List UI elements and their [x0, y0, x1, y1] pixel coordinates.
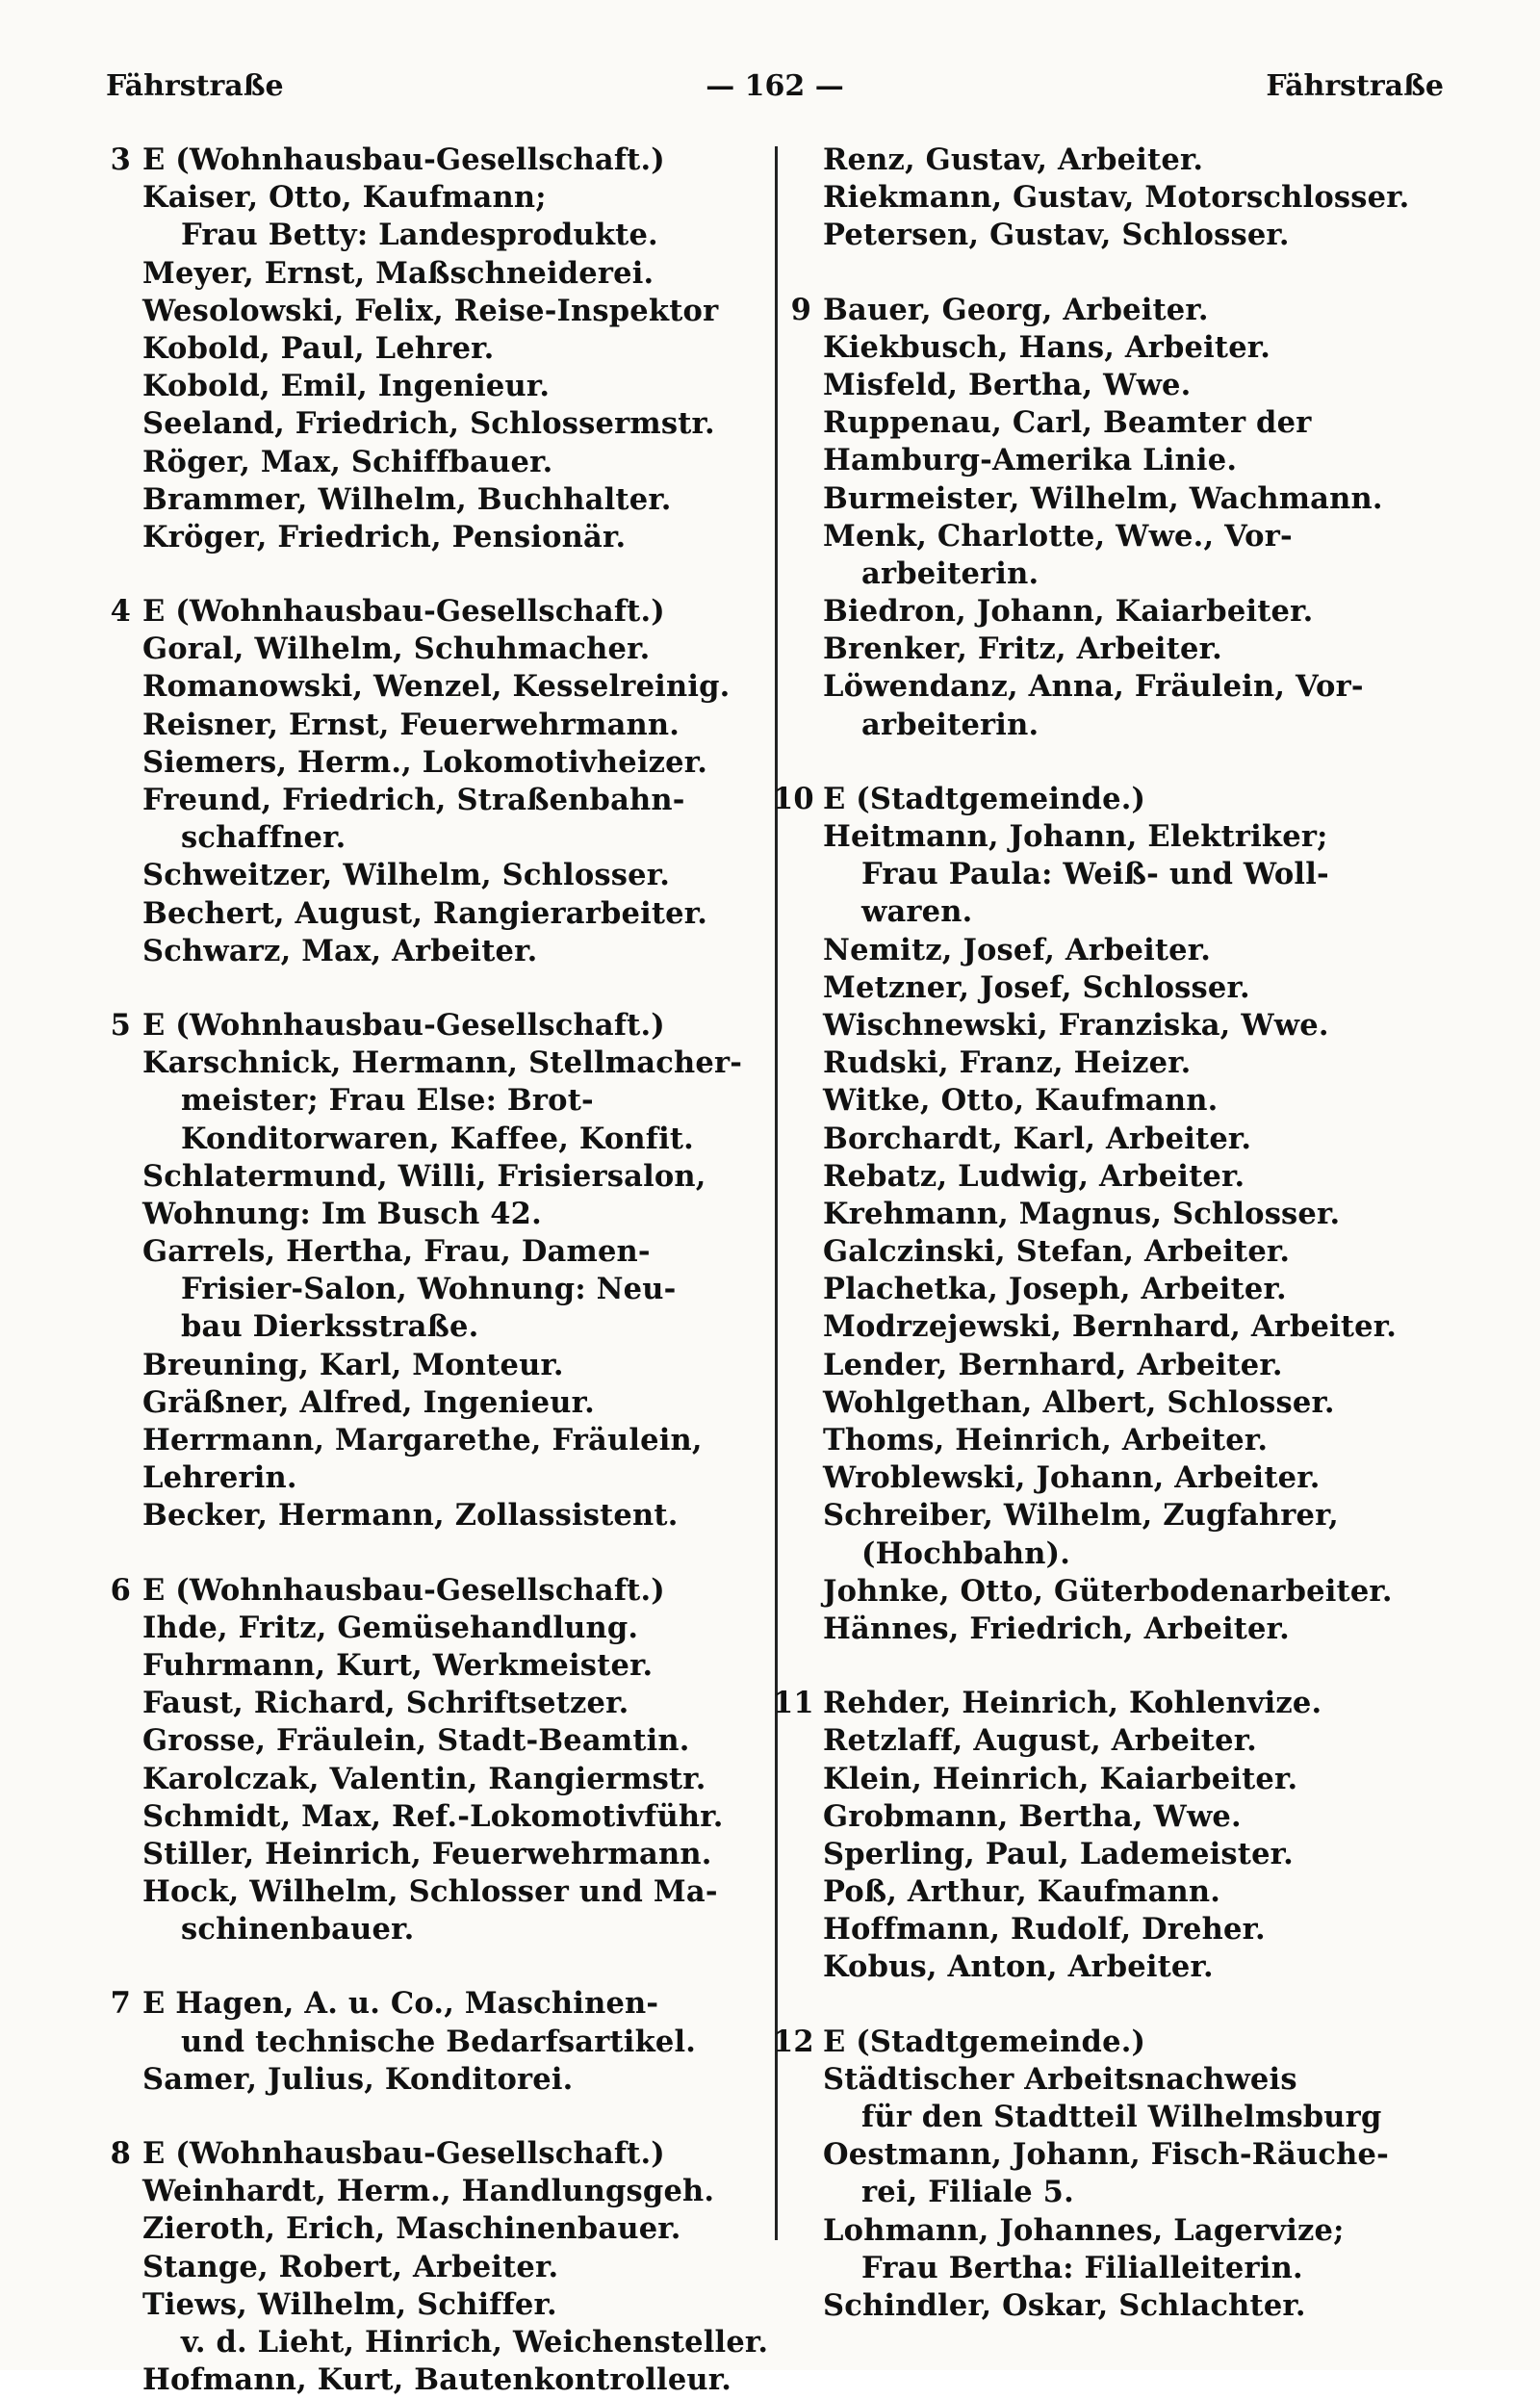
resident-line	[823, 2174, 1516, 2211]
entry-text: Grosse, Fräulein, Stadt-Beamtin.	[142, 1723, 690, 1759]
resident-line	[823, 480, 1477, 518]
entry-text: Rehder, Heinrich, Kohlenvize.	[823, 1686, 1322, 1721]
entry-text: Wohlgethan, Albert, Schlosser.	[823, 1384, 1335, 1420]
entry-text: Löwendanz, Anna, Fräulein, Vor-	[823, 669, 1364, 705]
entry-text: Petersen, Gustav, Schlosser.	[823, 218, 1290, 253]
entry-text: Thoms, Heinrich, Arbeiter.	[823, 1423, 1269, 1457]
entry-text: schinenbauer.	[181, 1912, 415, 1948]
resident-line	[142, 782, 773, 819]
entry-text: Hofmann, Kurt, Bautenkontrolleur.	[142, 2362, 732, 2398]
house-number: 9	[790, 292, 811, 327]
house-number: 8	[110, 2136, 131, 2171]
entry-text: Breuning, Karl, Monteur.	[142, 1347, 564, 1382]
entry-text: Rudski, Franz, Heizer.	[823, 1045, 1192, 1081]
house-number: 11	[773, 1686, 814, 1721]
entry-text: E Hagen, A. u. Co., Maschinen-	[142, 1986, 659, 2022]
resident-line	[823, 1158, 1477, 1196]
house-entry	[110, 1985, 773, 2099]
resident-line	[823, 969, 1477, 1007]
resident-line	[142, 1422, 773, 1459]
entry-text: E (Stadtgemeinde.)	[823, 2024, 1146, 2059]
resident-line	[823, 1873, 1477, 1911]
entry-text: Modrzejewski, Bernhard, Arbeiter.	[823, 1309, 1398, 1345]
entry-text: Schwarz, Max, Arbeiter.	[142, 933, 538, 968]
house-entry	[823, 142, 1477, 255]
resident-line	[823, 1459, 1477, 1497]
resident-line	[142, 330, 773, 368]
page-number: — 162 —	[706, 69, 844, 103]
entry-text: Frau Betty: Landesprodukte.	[181, 218, 658, 253]
entry-text: Lender, Bernhard, Arbeiter.	[823, 1347, 1283, 1382]
entry-text: Bechert, August, Rangierarbeiter.	[142, 895, 708, 931]
resident-line	[142, 368, 773, 405]
house-number: 5	[110, 1007, 131, 1043]
house-number: 10	[773, 781, 814, 816]
house-number: 12	[773, 2024, 814, 2059]
entry-text: Wohnung: Im Busch 42.	[142, 1196, 542, 1231]
entry-text: Schweitzer, Wilhelm, Schlosser.	[142, 858, 671, 893]
resident-line	[142, 1647, 773, 1685]
resident-line	[142, 405, 773, 443]
right-column	[773, 142, 1477, 2325]
entry-text: Romanowski, Wenzel, Kesselreinig.	[142, 669, 731, 705]
entry-text: Biedron, Johann, Kaiarbeiter.	[823, 594, 1314, 630]
resident-line	[142, 857, 773, 894]
entry-text: Hock, Wilhelm, Schlosser und Ma-	[142, 1874, 718, 1910]
entry-text: (Hochbahn).	[861, 1535, 1071, 1571]
entry-text: Rebatz, Ludwig, Arbeiter.	[823, 1158, 1245, 1194]
resident-line	[823, 1082, 1477, 1120]
entry-text: Nemitz, Josef, Arbeiter.	[823, 932, 1212, 967]
resident-line	[142, 1610, 773, 1647]
resident-line	[823, 2212, 1477, 2250]
resident-line	[823, 1611, 1477, 1648]
house-heading-line	[110, 142, 773, 179]
resident-line	[823, 404, 1477, 442]
entry-text: Ruppenau, Carl, Beamter der	[823, 405, 1312, 441]
house-entry	[110, 142, 773, 556]
resident-line	[142, 1911, 811, 1948]
house-entry	[773, 781, 1477, 1648]
entry-text: Frau Paula: Weiß- und Woll-	[861, 857, 1329, 892]
house-entry	[773, 1685, 1477, 1987]
resident-line	[823, 1121, 1477, 1158]
entry-text: E (Wohnhausbau-Gesellschaft.)	[142, 594, 665, 630]
entry-text: E (Wohnhausbau-Gesellschaft.)	[142, 1007, 665, 1043]
resident-line	[142, 895, 773, 933]
entry-text: Metzner, Josef, Schlosser.	[823, 969, 1250, 1005]
resident-line	[142, 217, 811, 254]
resident-line	[142, 519, 773, 556]
resident-line	[142, 1121, 811, 1158]
resident-line	[823, 1422, 1477, 1459]
entry-text: Zieroth, Erich, Maschinenbauer.	[142, 2211, 681, 2247]
entry-text: Borchardt, Karl, Arbeiter.	[823, 1121, 1252, 1156]
resident-line	[142, 1459, 773, 1497]
resident-line	[142, 179, 773, 217]
resident-line	[142, 1082, 811, 1120]
entry-text: Menk, Charlotte, Wwe., Vor-	[823, 518, 1293, 554]
entry-text: Schindler, Oskar, Schlachter.	[823, 2287, 1306, 2323]
resident-line	[823, 707, 1516, 744]
entry-text: Karschnick, Hermann, Stellmacher-	[142, 1045, 743, 1081]
entry-text: Kaiser, Otto, Kaufmann;	[142, 180, 547, 216]
entry-text: Weinhardt, Herm., Handlungsgeh.	[142, 2174, 715, 2209]
entry-text: Witke, Otto, Kaufmann.	[823, 1083, 1219, 1119]
resident-line	[823, 1497, 1477, 1535]
house-heading-line	[110, 1985, 773, 2023]
resident-line	[823, 367, 1477, 404]
entry-text: Samer, Julius, Konditorei.	[142, 2061, 574, 2097]
resident-line	[823, 1045, 1477, 1082]
resident-line	[823, 1384, 1477, 1422]
entry-text: Konditorwaren, Kaffee, Konfit.	[181, 1121, 695, 1156]
entry-text: Riekmann, Gustav, Motorschlosser.	[823, 180, 1410, 216]
resident-line	[142, 444, 773, 481]
resident-line	[823, 2136, 1477, 2174]
entry-text: Frau Bertha: Filialleiterin.	[861, 2250, 1303, 2285]
column-divider	[775, 146, 778, 2240]
entry-text: E (Wohnhausbau-Gesellschaft.)	[142, 1572, 665, 1608]
resident-line	[142, 2024, 814, 2061]
resident-line	[823, 2099, 1516, 2136]
entry-text: Schreiber, Wilhelm, Zugfahrer,	[823, 1498, 1339, 1534]
entry-text: Misfeld, Bertha, Wwe.	[823, 367, 1192, 402]
resident-line	[142, 1873, 773, 1911]
entry-text: Heitmann, Johann, Elektriker;	[823, 819, 1328, 854]
entry-text: Schlatermund, Willi, Frisiersalon,	[142, 1158, 706, 1194]
entry-text: E (Stadtgemeinde.)	[823, 781, 1146, 816]
house-entry	[110, 1007, 773, 1535]
resident-line	[823, 1836, 1477, 1873]
resident-line	[823, 856, 1516, 893]
entry-text: Hännes, Friedrich, Arbeiter.	[823, 1611, 1290, 1646]
entry-text: E (Wohnhausbau-Gesellschaft.)	[142, 142, 665, 177]
entry-text: Johnke, Otto, Güterbodenarbeiter.	[823, 1573, 1393, 1609]
entry-text: Kiekbusch, Hans, Arbeiter.	[823, 329, 1271, 365]
resident-line	[142, 2173, 773, 2210]
entry-text: Seeland, Friedrich, Schlossermstr.	[142, 406, 715, 442]
entry-text: Goral, Wilhelm, Schuhmacher.	[142, 632, 651, 667]
entry-text: Schmidt, Max, Ref.-Lokomotivführ.	[142, 1798, 724, 1834]
entry-text: Galczinski, Stefan, Arbeiter.	[823, 1234, 1291, 1270]
house-heading-line	[110, 1572, 773, 1610]
resident-line	[823, 1347, 1477, 1384]
house-heading-line	[110, 1007, 773, 1045]
entry-text: arbeiterin.	[861, 707, 1040, 742]
house-number: 4	[110, 594, 131, 630]
entry-text: Bauer, Georg, Arbeiter.	[823, 292, 1209, 327]
resident-line	[142, 1497, 773, 1535]
house-heading-line	[110, 2135, 773, 2173]
entry-text: v. d. Lieht, Hinrich, Weichensteller.	[181, 2324, 769, 2360]
resident-line	[823, 1007, 1477, 1045]
resident-line	[142, 1158, 773, 1196]
resident-line	[823, 442, 1477, 479]
resident-line	[823, 1573, 1477, 1611]
resident-line	[142, 1045, 773, 1082]
entry-text: Gräßner, Alfred, Ingenieur.	[142, 1384, 595, 1420]
entry-text: Sperling, Paul, Lademeister.	[823, 1836, 1294, 1871]
resident-line	[142, 1308, 811, 1346]
entry-text: Kobold, Paul, Lehrer.	[142, 330, 495, 366]
entry-text: Reisner, Ernst, Feuerwehrmann.	[142, 707, 680, 742]
house-entry	[110, 2135, 773, 2399]
entry-text: Stiller, Heinrich, Feuerwehrmann.	[142, 1836, 712, 1871]
entry-text: Garrels, Hertha, Frau, Damen-	[142, 1234, 651, 1270]
house-heading-line	[790, 292, 1477, 329]
house-heading-line	[773, 1685, 1477, 1722]
resident-line	[823, 2287, 1477, 2325]
entry-text: schaffner.	[181, 820, 346, 856]
resident-line	[142, 2324, 811, 2361]
entry-text: Wroblewski, Johann, Arbeiter.	[823, 1460, 1321, 1496]
resident-line	[142, 481, 773, 519]
entry-text: Freund, Friedrich, Straßenbahn-	[142, 783, 685, 817]
entry-text: für den Stadtteil Wilhelmsburg	[861, 2100, 1382, 2134]
resident-line	[823, 1798, 1477, 1836]
entry-text: Kröger, Friedrich, Pensionär.	[142, 519, 627, 555]
entry-text: Kobold, Emil, Ingenieur.	[142, 369, 551, 404]
resident-line	[823, 1196, 1477, 1233]
resident-line	[823, 1948, 1477, 1986]
entry-text: Karolczak, Valentin, Rangiermstr.	[142, 1761, 706, 1796]
entry-text: Ihde, Fritz, Gemüsehandlung.	[142, 1610, 639, 1645]
entry-text: Städtischer Arbeitsnachweis	[823, 2061, 1297, 2097]
resident-line	[823, 217, 1477, 254]
running-head-right: Fährstraße	[1266, 69, 1444, 103]
entry-text: Stange, Robert, Arbeiter.	[142, 2249, 559, 2284]
entry-text: Klein, Heinrich, Kaiarbeiter.	[823, 1761, 1298, 1796]
entry-text: Röger, Max, Schiffbauer.	[142, 444, 553, 479]
resident-line	[823, 179, 1477, 217]
resident-line	[142, 2286, 773, 2324]
house-number: 6	[110, 1572, 131, 1608]
resident-line	[823, 142, 1477, 179]
resident-line	[823, 818, 1477, 856]
resident-line	[142, 668, 773, 706]
entry-text: Herrmann, Margarethe, Fräulein,	[142, 1423, 703, 1457]
entry-text: Fuhrmann, Kurt, Werkmeister.	[142, 1647, 654, 1683]
entry-text: Brenker, Fritz, Arbeiter.	[823, 632, 1222, 667]
entry-text: Frisier-Salon, Wohnung: Neu-	[181, 1272, 677, 1307]
resident-line	[142, 1196, 773, 1233]
resident-line	[142, 1685, 773, 1722]
entry-text: Hamburg-Amerika Linie.	[823, 443, 1238, 478]
entry-text: Hoffmann, Rudolf, Dreher.	[823, 1912, 1266, 1948]
resident-line	[823, 1308, 1477, 1346]
house-entry	[790, 292, 1477, 744]
house-heading-line	[110, 593, 773, 631]
resident-line	[823, 1535, 1516, 1573]
resident-line	[142, 1271, 811, 1308]
resident-line	[823, 2250, 1516, 2287]
resident-line	[142, 1761, 773, 1798]
running-head-left: Fährstraße	[106, 69, 284, 103]
resident-line	[142, 1384, 773, 1422]
entry-text: Lohmann, Johannes, Lagervize;	[823, 2212, 1345, 2248]
entry-text: E (Wohnhausbau-Gesellschaft.)	[142, 2136, 665, 2171]
resident-line	[823, 1233, 1477, 1271]
resident-line	[142, 1798, 773, 1836]
resident-line	[142, 707, 773, 744]
resident-line	[142, 1347, 773, 1384]
resident-line	[823, 1911, 1477, 1948]
entry-text: Krehmann, Magnus, Schlosser.	[823, 1196, 1341, 1231]
resident-line	[823, 2061, 1477, 2099]
house-entry	[773, 2024, 1477, 2326]
entry-text: meister; Frau Else: Brot-	[181, 1083, 594, 1119]
resident-line	[823, 1761, 1477, 1798]
resident-line	[823, 1271, 1477, 1308]
resident-line	[142, 293, 773, 330]
entry-text: Meyer, Ernst, Maßschneiderei.	[142, 255, 654, 291]
left-column	[110, 142, 773, 2399]
house-entry	[110, 593, 773, 970]
entry-text: Siemers, Herm., Lokomotivheizer.	[142, 744, 708, 780]
resident-line	[142, 1233, 773, 1271]
resident-line	[142, 2061, 773, 2099]
resident-line	[142, 2361, 773, 2399]
resident-line	[823, 329, 1477, 367]
resident-line	[823, 518, 1477, 555]
resident-line	[142, 1722, 773, 1760]
resident-line	[142, 819, 811, 857]
house-number: 7	[110, 1986, 131, 2022]
entry-text: Retzlaff, August, Arbeiter.	[823, 1723, 1257, 1759]
resident-line	[142, 2210, 773, 2248]
entry-text: Brammer, Wilhelm, Buchhalter.	[142, 481, 672, 517]
resident-line	[823, 1722, 1477, 1760]
resident-line	[142, 631, 773, 668]
entry-text: Burmeister, Wilhelm, Wachmann.	[823, 480, 1383, 516]
resident-line	[142, 2249, 773, 2286]
entry-text: Tiews, Wilhelm, Schiffer.	[142, 2286, 557, 2322]
resident-line	[823, 593, 1477, 631]
resident-line	[823, 668, 1477, 706]
entry-text: bau Dierksstraße.	[181, 1309, 479, 1345]
resident-line	[823, 932, 1477, 969]
house-heading-line	[773, 781, 1477, 818]
entry-text: Lehrerin.	[142, 1460, 297, 1496]
resident-line	[142, 933, 773, 970]
entry-text: Wischnewski, Franziska, Wwe.	[823, 1007, 1329, 1043]
resident-line	[823, 555, 1516, 593]
resident-line	[823, 893, 1516, 931]
resident-line	[142, 744, 773, 782]
resident-line	[142, 1836, 773, 1873]
entry-text: Faust, Richard, Schriftsetzer.	[142, 1686, 629, 1721]
entry-text: Wesolowski, Felix, Reise-Inspektor	[142, 293, 719, 328]
house-heading-line	[773, 2024, 1477, 2061]
house-number: 3	[110, 142, 131, 177]
entry-text: und technische Bedarfsartikel.	[181, 2024, 697, 2059]
page-header	[106, 69, 1444, 117]
entry-text: Renz, Gustav, Arbeiter.	[823, 142, 1204, 177]
resident-line	[142, 255, 773, 293]
resident-line	[823, 631, 1477, 668]
entry-text: Kobus, Anton, Arbeiter.	[823, 1949, 1214, 1985]
entry-text: Becker, Hermann, Zollassistent.	[142, 1498, 679, 1534]
entry-text: waren.	[861, 894, 973, 930]
entry-text: Oestmann, Johann, Fisch-Räuche-	[823, 2137, 1389, 2173]
entry-text: Poß, Arthur, Kaufmann.	[823, 1874, 1221, 1910]
entry-text: arbeiterin.	[861, 555, 1040, 591]
entry-text: Plachetka, Joseph, Arbeiter.	[823, 1272, 1287, 1307]
house-entry	[110, 1572, 773, 1949]
entry-text: Grobmann, Bertha, Wwe.	[823, 1798, 1242, 1834]
entry-text: rei, Filiale 5.	[861, 2175, 1074, 2210]
